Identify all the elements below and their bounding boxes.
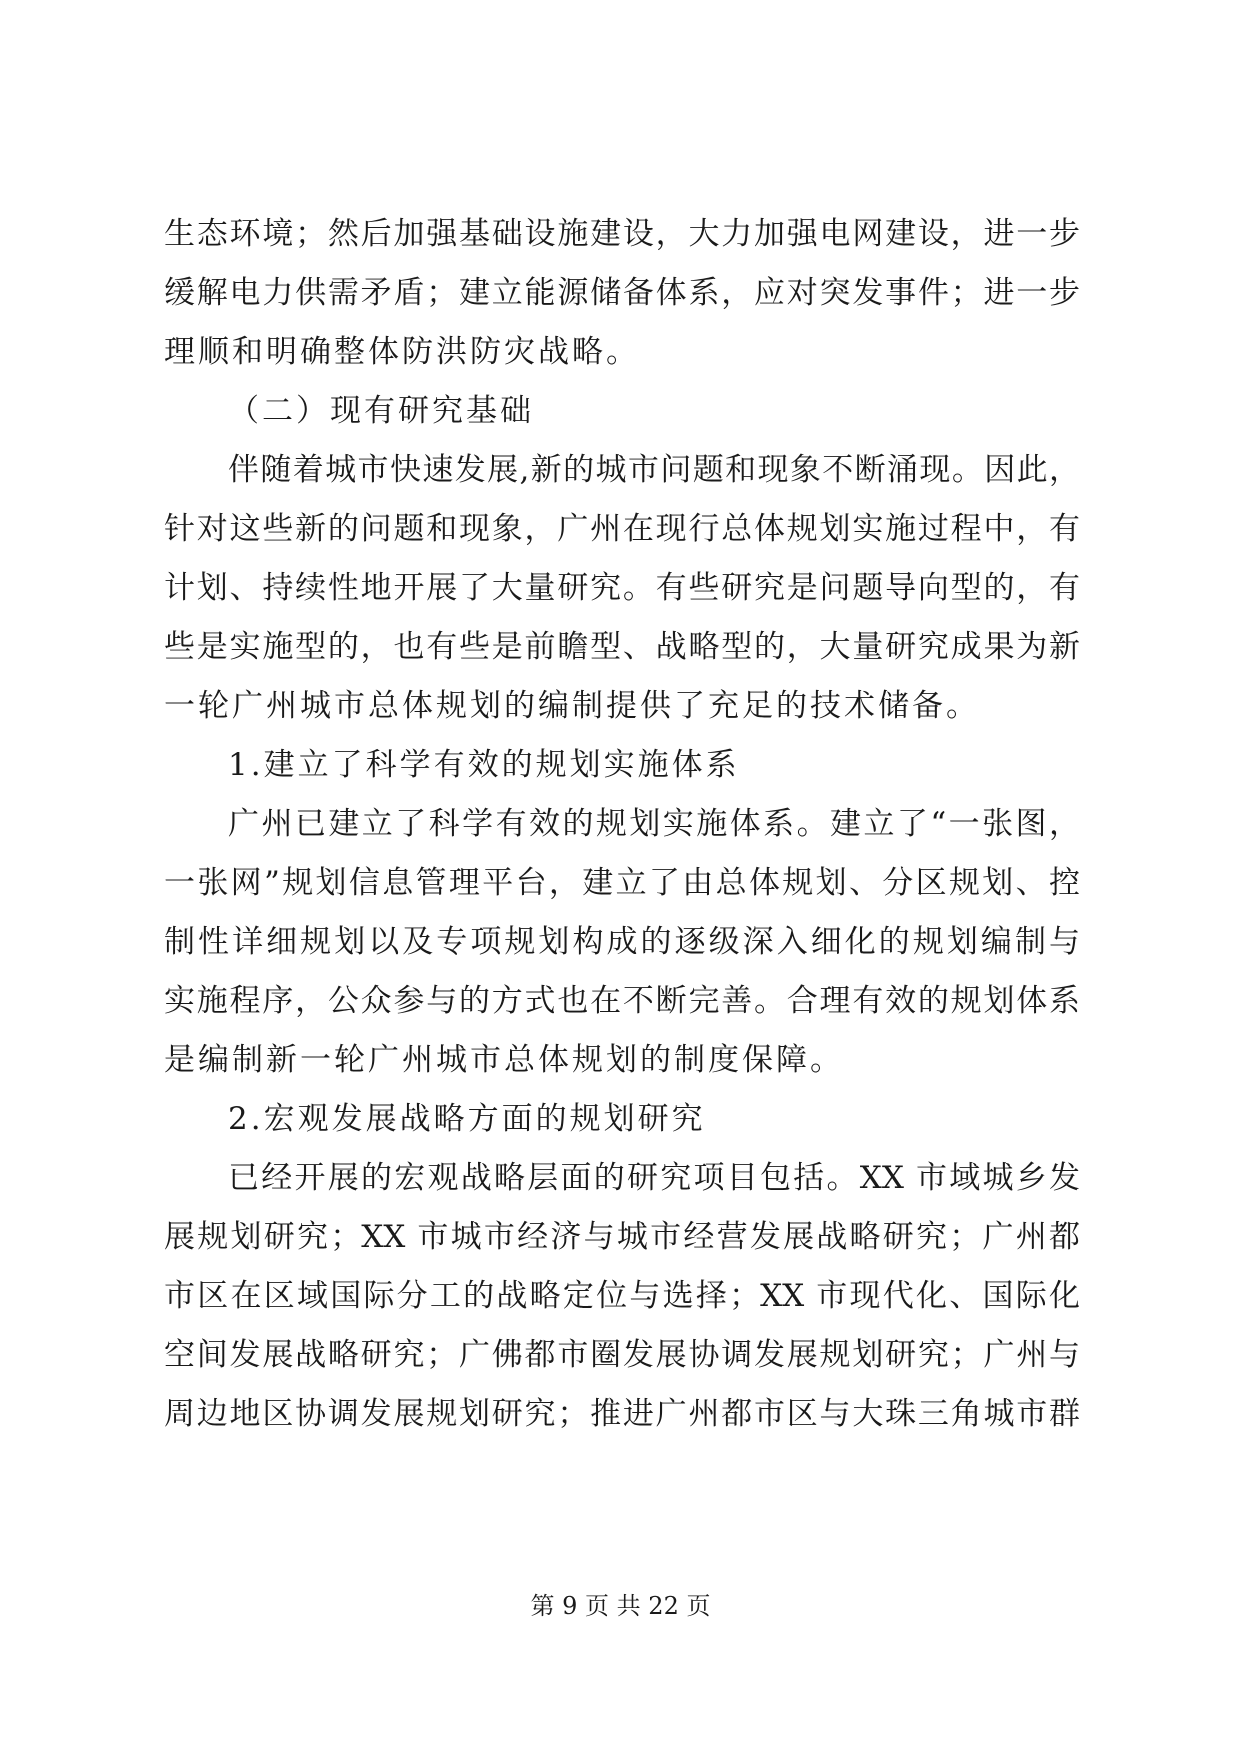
body-text-line: 已经开展的宏观战略层面的研究项目包括。XX 市域城乡发 [228, 1160, 1080, 1196]
body-text-line: 市区在区域国际分工的战略定位与选择；XX 市现代化、国际化 [164, 1278, 1080, 1314]
body-text-line: 制性详细规划以及专项规划构成的逐级深入细化的规划编制与 [164, 924, 1080, 960]
body-text-line: 是编制新一轮广州城市总体规划的制度保障。 [164, 1042, 844, 1078]
body-text-line: 展规划研究；XX 市城市经济与城市经营发展战略研究；广州都 [164, 1219, 1080, 1255]
body-text-line: 一张网”规划信息管理平台，建立了由总体规划、分区规划、控 [164, 865, 1080, 901]
body-text-line: 缓解电力供需矛盾；建立能源储备体系，应对突发事件；进一步 [164, 275, 1080, 311]
body-text-line: 一轮广州城市总体规划的编制提供了充足的技术储备。 [164, 688, 980, 724]
body-text-line: 周边地区协调发展规划研究；推进广州都市区与大珠三角城市群 [164, 1396, 1080, 1432]
section-heading: （二）现有研究基础 [228, 393, 534, 429]
body-text-line: 空间发展战略研究；广佛都市圈发展协调发展规划研究；广州与 [164, 1337, 1080, 1373]
body-text-line: 计划、持续性地开展了大量研究。有些研究是问题导向型的，有 [164, 570, 1080, 606]
page-footer: 第 9 页 共 22 页 [530, 1592, 711, 1620]
body-text-line: 针对这些新的问题和现象，广州在现行总体规划实施过程中，有 [164, 511, 1080, 547]
body-text-line: 实施程序，公众参与的方式也在不断完善。合理有效的规划体系 [164, 983, 1080, 1019]
body-text-line: 理顺和明确整体防洪防灾战略。 [164, 334, 640, 370]
subsection-heading: 2.宏观发展战略方面的规划研究 [228, 1101, 706, 1137]
subsection-heading: 1.建立了科学有效的规划实施体系 [228, 747, 740, 783]
body-text-line: 些是实施型的，也有些是前瞻型、战略型的，大量研究成果为新 [164, 629, 1080, 665]
body-text-line: 广州已建立了科学有效的规划实施体系。建立了“一张图， [228, 806, 1080, 842]
body-text-line: 伴随着城市快速发展,新的城市问题和现象不断涌现。因此， [228, 452, 1080, 488]
body-text-line: 生态环境；然后加强基础设施建设，大力加强电网建设，进一步 [164, 216, 1080, 252]
